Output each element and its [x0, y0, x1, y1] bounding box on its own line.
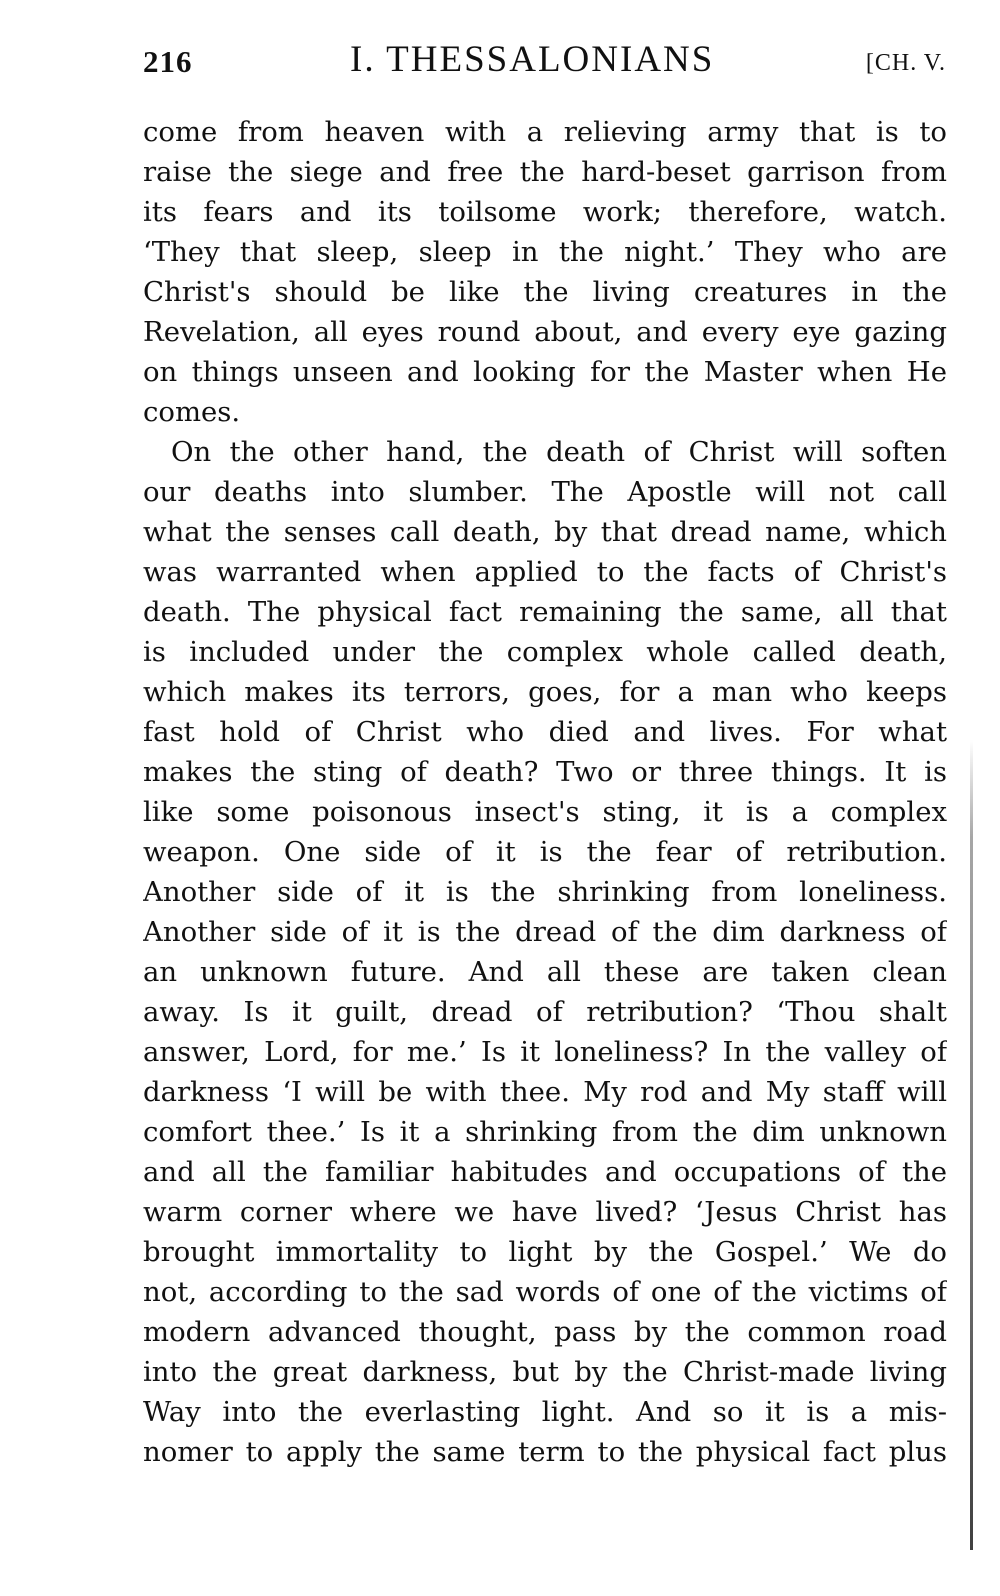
text-line: into the great darkness, but by the Christ-made living	[143, 1356, 947, 1388]
text-line: darkness ‘I will be with thee. My rod and My staff will	[143, 1076, 947, 1108]
text-line: warm corner where we have lived? ‘Jesus Christ has	[143, 1196, 947, 1228]
text-line: fast hold of Christ who died and lives. For what	[143, 716, 947, 748]
text-line: is included under the complex whole called death,	[143, 636, 947, 668]
text-line: raise the siege and free the hard-beset garrison from	[143, 156, 947, 188]
running-title: I. THESSALONIANS	[350, 39, 715, 80]
body-text	[143, 112, 947, 1472]
text-line: away. Is it guilt, dread of retribution? ‘Thou shalt	[143, 996, 947, 1028]
text-line: its fears and its toilsome work; therefore, watch.	[143, 196, 947, 228]
text-line: Another side of it is the shrinking from loneliness.	[143, 876, 947, 908]
text-line: Another side of it is the dread of the dim darkness of	[143, 916, 947, 948]
text-line: on things unseen and looking for the Master when He	[143, 356, 947, 388]
scan-edge-shadow	[970, 740, 973, 1550]
text-line: come from heaven with a relieving army that is to	[143, 116, 947, 148]
text-line: Christ's should be like the living creatures in the	[143, 276, 947, 308]
text-line: an unknown future. And all these are taken clean	[143, 956, 947, 988]
text-line: which makes its terrors, goes, for a man who keeps	[143, 676, 947, 708]
text-line: comes.	[143, 396, 241, 428]
text-line: comfort thee.’ Is it a shrinking from the dim unknown	[143, 1116, 947, 1148]
text-line: nomer to apply the same term to the physical fact plus	[143, 1436, 947, 1468]
paragraph-start-line: On the other hand, the death of Christ will soften	[171, 436, 947, 468]
text-line: what the senses call death, by that dread name, which	[143, 516, 947, 548]
text-line: our deaths into slumber. The Apostle will not call	[143, 476, 947, 508]
text-line: answer, Lord, for me.’ Is it loneliness? In the valley of	[143, 1036, 947, 1068]
page-number: 216	[143, 44, 193, 79]
text-line: Way into the everlasting light. And so it is a mis-	[143, 1396, 947, 1428]
text-line: and all the familiar habitudes and occupations of the	[143, 1156, 947, 1188]
text-line: like some poisonous insect's sting, it is a complex	[143, 796, 947, 828]
chapter-marker: [CH. V.	[865, 50, 946, 76]
text-line: brought immortality to light by the Gospel.’ We do	[143, 1236, 947, 1268]
text-line: not, according to the sad words of one of the victims of	[143, 1276, 947, 1308]
text-line: modern advanced thought, pass by the common road	[143, 1316, 947, 1348]
text-line: weapon. One side of it is the fear of retribution.	[143, 836, 947, 868]
text-line: Revelation, all eyes round about, and every eye gazing	[143, 316, 947, 348]
page-header	[143, 38, 948, 94]
text-line: makes the sting of death? Two or three things. It is	[143, 756, 947, 788]
text-line: ‘They that sleep, sleep in the night.’ They who are	[143, 236, 947, 268]
text-line: death. The physical fact remaining the same, all that	[143, 596, 947, 628]
text-line: was warranted when applied to the facts of Christ's	[143, 556, 947, 588]
